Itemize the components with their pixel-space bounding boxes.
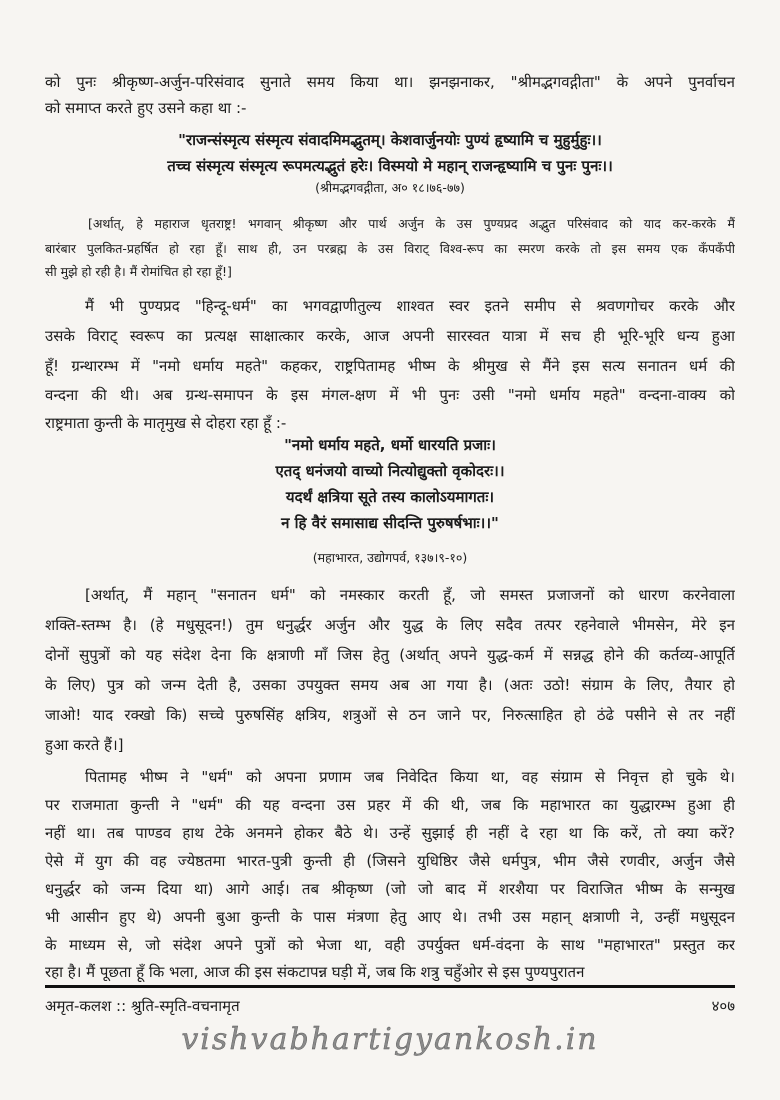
paragraph-5-line: के माध्यम से, जो संदेश अपने पुत्रों को भेजा था, वही उपर्युक्त धर्म-वंदना के साथ "महाभारत" प्रस्तुत कर	[45, 936, 735, 954]
paragraph-4-line: [अर्थात्, मैं महान् "सनातन धर्म" को नमस्कार करती हूँ, जो समस्त प्रजाजनों को धारण करनेवाला	[85, 586, 735, 604]
paragraph-2-line: [अर्थात्, हे महाराज धृतराष्ट्र! भगवान् श्रीकृष्ण और पार्थ अर्जुन के उस पुण्यप्रद अद्भुत परिसंवाद को याद कर-करके मैं	[88, 216, 735, 231]
paragraph-5-line: धनुर्द्धर को जन्म दिया था) आगे आई। तब श्रीकृष्ण (जो जो बाद में शरशैया पर विराजित भीष्म के सन्मुख	[45, 880, 735, 898]
verse-line: न हि वैरं समासाद्य सीदन्ति पुरुषर्षभाः।।"	[281, 514, 499, 532]
paragraph-5-line: पितामह भीष्म ने "धर्म" को अपना प्रणाम जब निवेदित किया था, वह संग्राम से निवृत्त हो चुके थे।	[85, 768, 735, 786]
verse-line: "राजन्संस्मृत्य संस्मृत्य संवादमिमद्भुतम्। केशवार्जुनयोः पुण्यं हृष्यामि च मुहुर्मुहुः।।	[178, 131, 602, 149]
verse-line: यदर्थं क्षत्रिया सूते तस्य कालोऽयमागतः।	[285, 488, 495, 506]
paragraph-3-line: मैं भी पुण्यप्रद "हिन्दू-धर्म" का भगवद्वाणीतुल्य शाश्वत स्वर इतने समीप से श्रवणगोचर करके और	[85, 297, 735, 315]
paragraph-5-line: ऐसे में युग की वह ज्येष्ठतमा भारत-पुत्री कुन्ती ही (जिसने युधिष्ठिर जैसे धर्मपुत्र, भीम जैसे रणवीर, अर्जुन जैसे	[45, 852, 735, 870]
paragraph-5-line: पर राजमाता कुन्ती ने "धर्म" की यह वन्दना उस प्रहर में की थी, जब कि महाभारत का युद्धारम्भ हुआ ही	[45, 796, 735, 814]
paragraph-4-line: के लिए) पुत्र को जन्म देती है, उसका उपयुक्त समय अब आ गया है। (अतः उठो! संग्राम के लिए, तैयार हो	[45, 676, 735, 694]
paragraph-5-line: रहा है। मैं पूछता हूँ कि भला, आज की इस संकटापन्न घड़ी में, जब कि शत्रु चहुँओर से इस पुण्यपुरातन	[45, 963, 585, 981]
verse-line: "नमो धर्माय महते, धर्मो धारयति प्रजाः।	[284, 436, 496, 454]
paragraph-2-line: सी मुझे हो रही है। मैं रोमांचित हो रहा हूँ!]	[45, 264, 232, 279]
paragraph-4-line: हुआ करते हैं।]	[45, 736, 124, 754]
paragraph-4-line: शक्ति-स्तम्भ है। (हे मधुसूदन!) तुम धनुर्द्धर अर्जुन और युद्ध के लिए सदैव तत्पर रहनेवाले भीमसेन, मेरे इन	[45, 616, 735, 634]
paragraph-2-line: बारंबार पुलकित-प्रहर्षित हो रहा हूँ। साथ ही, उन परब्रह्म के उस विराट् विश्व-रूप का स्मरण करके तो इस समय एक कँपकँपी	[45, 241, 735, 256]
verse-citation: (महाभारत, उद्योगपर्व, १३७।९-१०)	[312, 550, 468, 565]
verse-line: तच्च संस्मृत्य संस्मृत्य रूपमत्यद्भुतं हरेः। विस्मयो मे महान् राजन्हृष्यामि च पुनः पुनः।।	[167, 157, 613, 175]
footer-rule	[45, 985, 735, 988]
verse-citation: (श्रीमद्भगवद्गीता, अ० १८।७६-७७)	[315, 180, 465, 195]
page-number: ४०७	[711, 997, 735, 1015]
paragraph-4-line: दोनों सुपुत्रों को यह संदेश देना कि क्षत्राणी माँ जिस हेतु (अर्थात् अपने युद्ध-कर्म में सन्नद्ध होने की कर्तव्य-आपूर्ति	[45, 646, 735, 664]
paragraph-3-line: राष्ट्रमाता कुन्ती के मातृमुख से दोहरा रहा हूँ :-	[45, 414, 287, 432]
paragraph-3-line: हूँ! ग्रन्थारम्भ में "नमो धर्माय महते" कहकर, राष्ट्रपितामह भीष्म के श्रीमुख से मैंने इस सत्य सनातन धर्म की	[45, 357, 735, 375]
paragraph-1-line: को समाप्त करते हुए उसने कहा था :-	[45, 99, 247, 117]
paragraph-5-line: भी आसीन हुए थे) अपनी बुआ कुन्ती के पास मंत्रणा हेतु आए थे। तभी उस महान् क्षत्राणी ने, उन्हीं मधुसूदन	[45, 908, 735, 926]
paragraph-1-line: को पुनः श्रीकृष्ण-अर्जुन-परिसंवाद सुनाते समय किया था। झनझनाकर, "श्रीमद्भगवद्गीता" के अपने पुनर्वाचन	[45, 73, 735, 91]
paragraph-5-line: नहीं था। तब पाण्डव हाथ टेके अनमने होकर बैठे थे। उन्हें सुझाई ही नहीं दे रहा था कि करें, तो क्या करें?	[45, 824, 735, 842]
paragraph-4-line: जाओ! याद रक्खो कि) सच्चे पुरुषसिंह क्षत्रिय, शत्रुओं से ठन जाने पर, निरुत्साहित हो ठंढे पसीने से तर नहीं	[45, 706, 735, 724]
verse-line: एतद् धनंजयो वाच्यो नित्योद्युक्तो वृकोदरः।।	[275, 462, 505, 480]
watermark: vishvabhartigyankosh.in	[181, 1022, 599, 1057]
running-footer-title: अमृत-कलश :: श्रुति-स्मृति-वचनामृत	[45, 997, 240, 1015]
paragraph-3-line: वन्दना की थी। अब ग्रन्थ-समापन के इस मंगल-क्षण में भी पुनः उसी "नमो धर्माय महते" वन्दना-वाक्य को	[45, 386, 735, 404]
paragraph-3-line: उसके विराट् स्वरूप का प्रत्यक्ष साक्षात्कार करके, आज अपनी सारस्वत यात्रा में सच ही भूरि-भूरि धन्य हुआ	[45, 327, 735, 345]
